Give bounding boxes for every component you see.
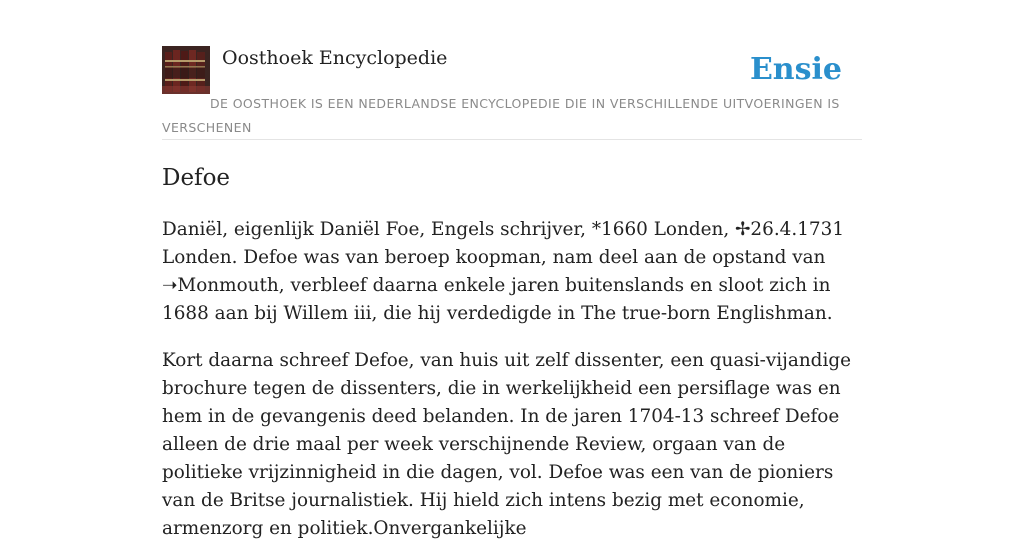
book-spines-icon: [162, 46, 210, 94]
site-header: [162, 46, 862, 140]
header-divider: [162, 139, 862, 140]
encyclopedia-avatar[interactable]: [162, 46, 210, 94]
article-paragraph-1: Daniël, eigenlijk Daniël Foe, Engels schrijver, *1660 Londen, ✢26.4.1731 Londen. Defoe was van beroep koopman, nam deel aan de opstand van ➝Monmouth, verbleef daarna enkele jaren buitenslands en sloot zich in 1688 aan bij Willem iii, die hij verdedigde in The true-born Englishman.: [162, 219, 845, 324]
ensie-logo-link[interactable]: Ensie: [749, 52, 842, 87]
site-name-link[interactable]: Oosthoek Encyclopedie: [222, 47, 448, 69]
article: [162, 160, 862, 543]
article-paragraph-2: Kort daarna schreef Defoe, van huis uit zelf dissenter, een quasi-vijandige brochure tegen de dissenters, die in werkelijkheid een persiflage was en hem in de gevangenis deed belanden. In de jaren 1704-13 schreef Defoe alleen de drie maal per week verschijnende Review, orgaan van de politieke vrijzinnigheid in die dagen, vol. Defoe was een van de pioniers van de Britse journalistiek. Hij hield zich intens bezig met economie, armenzorg en politiek.Onvergankelijke: [162, 350, 851, 539]
site-tagline: DE OOSTHOEK IS EEN NEDERLANDSE ENCYCLOPEDIE DIE IN VERSCHILLENDE UITVOERINGEN IS VERSCHENEN: [162, 96, 840, 135]
article-title: Defoe: [162, 165, 231, 191]
